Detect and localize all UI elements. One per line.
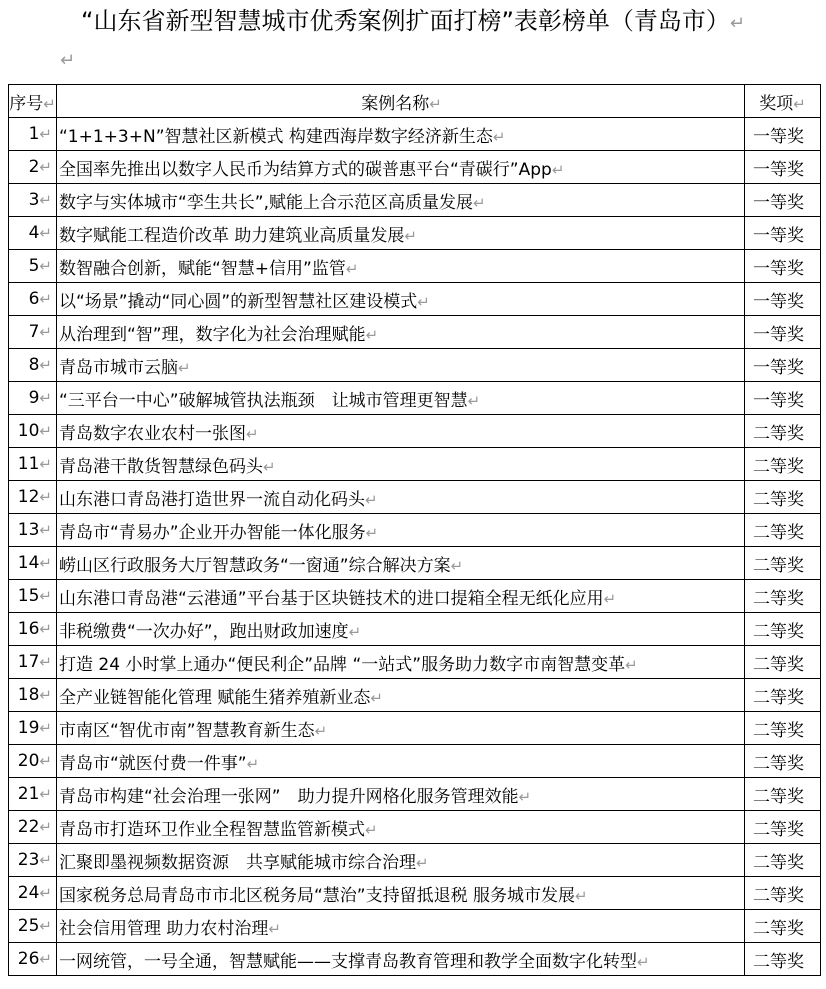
cell-mark-icon: ↵: [793, 94, 806, 113]
cell-mark-icon: ↵: [39, 719, 52, 737]
cell-name-text: 数字与实体城市“孪生共长”,赋能上合示范区高质量发展: [59, 192, 474, 213]
cell-no: [9, 811, 57, 844]
cell-award: [745, 481, 821, 514]
cell-name-text: 社会信用管理 助力农村治理: [59, 918, 269, 939]
cell-mark-icon: ↵: [370, 688, 383, 707]
cell-mark-icon: ↵: [625, 655, 638, 674]
cell-no: [9, 184, 57, 217]
cell-name: [57, 448, 745, 481]
cell-no: [9, 646, 57, 679]
cell-mark-icon: ↵: [365, 325, 379, 344]
table-row: [9, 943, 821, 976]
cell-award-text: 二等奖: [753, 918, 804, 939]
cell-name: [57, 547, 745, 580]
cell-award-text: 二等奖: [753, 885, 804, 906]
cell-no-text: 12: [17, 487, 40, 507]
cell-mark-icon: ↵: [348, 622, 362, 641]
cell-no-text: 10: [17, 421, 40, 441]
cell-award: [745, 151, 821, 184]
table-row: [9, 646, 821, 679]
cell-mark-icon: ↵: [39, 455, 52, 473]
cell-no-text: 23: [17, 850, 40, 870]
cell-mark-icon: ↵: [551, 160, 565, 179]
cell-award: [745, 118, 821, 151]
cell-no-text: 21: [17, 784, 40, 804]
cell-award: [745, 910, 821, 943]
cell-name-text: 青岛数字农业农村一张图: [59, 423, 246, 444]
cell-name-text: 全产业链智能化管理 赋能生猪养殖新业态: [59, 687, 371, 708]
cell-award-text: 二等奖: [753, 423, 804, 444]
cell-award-text: 一等奖: [753, 291, 804, 312]
cell-name: [57, 415, 745, 448]
cell-mark-icon: ↵: [39, 686, 52, 704]
cell-name: [57, 184, 745, 217]
cell-mark-icon: ↵: [39, 884, 52, 902]
cell-no-text: 8: [28, 355, 40, 375]
cell-award: [745, 547, 821, 580]
cell-mark-icon: ↵: [43, 94, 56, 113]
cell-mark-icon: ↵: [603, 589, 617, 608]
cell-name-text: 青岛港干散货智慧绿色码头: [59, 456, 263, 477]
cell-award: [745, 877, 821, 910]
cell-no-text: 13: [17, 520, 40, 540]
cell-name-text: 全国率先推出以数字人民币为结算方式的碳普惠平台“青碳行”App: [59, 159, 552, 180]
cell-name-text: 以“场景”撬动“同心圆”的新型智慧社区建设模式: [59, 291, 418, 312]
cell-mark-icon: ↵: [39, 488, 52, 506]
header-no-label: 序号: [9, 93, 44, 114]
cell-no-text: 6: [28, 289, 40, 309]
cell-mark-icon: ↵: [39, 785, 52, 803]
cell-award-text: 一等奖: [753, 258, 804, 279]
cell-mark-icon: ↵: [39, 950, 52, 968]
cell-name: [57, 844, 745, 877]
cell-award-text: 一等奖: [753, 324, 804, 345]
cell-no-text: 17: [17, 652, 40, 672]
cell-mark-icon: ↵: [39, 422, 52, 440]
cell-award-text: 二等奖: [753, 456, 804, 477]
table-row: [9, 580, 821, 613]
cell-award: [745, 349, 821, 382]
cell-mark-icon: ↵: [39, 191, 52, 209]
table-row: [9, 349, 821, 382]
cell-no-text: 9: [28, 388, 40, 408]
cell-mark-icon: ↵: [39, 389, 52, 407]
table-row: [9, 679, 821, 712]
cell-name: [57, 712, 745, 745]
cell-mark-icon: ↵: [365, 490, 378, 509]
cell-mark-icon: ↵: [39, 851, 52, 869]
cell-award: [745, 184, 821, 217]
cell-mark-icon: ↵: [492, 127, 506, 146]
cell-award-text: 二等奖: [753, 588, 804, 609]
paragraph-mark-icon: ↵: [729, 13, 745, 34]
cell-no: [9, 514, 57, 547]
cell-award: [745, 613, 821, 646]
cell-mark-icon: ↵: [39, 620, 52, 638]
cell-mark-icon: ↵: [365, 820, 378, 839]
cell-no: [9, 712, 57, 745]
cell-no: [9, 415, 57, 448]
cell-name-text: “三平台一中心”破解城管执法瓶颈 让城市管理更智慧: [59, 390, 468, 411]
cell-award-text: 二等奖: [753, 819, 804, 840]
table-row: [9, 448, 821, 481]
awards-table: [8, 84, 821, 976]
cell-no-text: 18: [17, 685, 40, 705]
table-row: [9, 547, 821, 580]
cell-no: [9, 283, 57, 316]
cell-no: [9, 943, 57, 976]
table-row: [9, 118, 821, 151]
cell-no: [9, 547, 57, 580]
cell-no-text: 20: [17, 751, 40, 771]
empty-paragraph: [60, 50, 75, 71]
cell-no: [9, 217, 57, 250]
cell-award: [745, 844, 821, 877]
cell-award-text: 二等奖: [753, 555, 804, 576]
cell-name-text: 青岛市构建“社会治理一张网” 助力提升网格化服务管理效能: [59, 786, 519, 807]
cell-award: [745, 283, 821, 316]
cell-mark-icon: ↵: [39, 653, 52, 671]
cell-name-text: 青岛市“就医付费一件事”: [59, 753, 247, 774]
cell-mark-icon: ↵: [39, 257, 52, 275]
cell-no: [9, 745, 57, 778]
cell-award-text: 一等奖: [753, 126, 804, 147]
cell-name: [57, 811, 745, 844]
cell-name-text: 国家税务总局青岛市市北区税务局“慧治”支持留抵退税 服务城市发展: [59, 885, 576, 906]
cell-mark-icon: ↵: [39, 290, 52, 308]
cell-mark-icon: ↵: [39, 554, 52, 572]
cell-name: [57, 910, 745, 943]
cell-no-text: 2: [28, 157, 40, 177]
paragraph-mark-icon: ↵: [60, 50, 76, 71]
cell-mark-icon: ↵: [39, 158, 52, 176]
cell-award-text: 二等奖: [753, 753, 804, 774]
cell-no-text: 7: [28, 322, 40, 342]
cell-award-text: 二等奖: [753, 522, 804, 543]
header-name-label: 案例名称: [361, 93, 430, 114]
cell-mark-icon: ↵: [314, 721, 328, 740]
cell-mark-icon: ↵: [263, 457, 276, 476]
cell-mark-icon: ↵: [404, 226, 417, 245]
cell-award-text: 二等奖: [753, 786, 804, 807]
cell-award-text: 二等奖: [753, 687, 804, 708]
cell-name: [57, 283, 745, 316]
cell-name-text: 青岛市打造环卫作业全程智慧监管新模式: [59, 819, 365, 840]
cell-name: [57, 646, 745, 679]
cell-no-text: 25: [17, 916, 40, 936]
table-row: [9, 415, 821, 448]
cell-award-text: 一等奖: [753, 225, 804, 246]
cell-name-text: 一网统管，一号全通，智慧赋能——支撑青岛教育管理和教学全面数字化转型: [59, 951, 637, 972]
table-row: [9, 250, 821, 283]
table-body: [9, 118, 821, 976]
cell-award: [745, 514, 821, 547]
cell-award: [745, 217, 821, 250]
cell-name-text: 山东港口青岛港“云港通”平台基于区块链技术的进口提箱全程无纸化应用: [59, 588, 604, 609]
cell-name: [57, 217, 745, 250]
table-row: [9, 151, 821, 184]
cell-award-text: 一等奖: [753, 390, 804, 411]
header-award: [745, 85, 821, 118]
cell-no-text: 1: [28, 124, 40, 144]
cell-no-text: 22: [17, 817, 40, 837]
table-row: [9, 481, 821, 514]
cell-mark-icon: ↵: [39, 125, 52, 143]
cell-mark-icon: ↵: [39, 752, 52, 770]
cell-award: [745, 646, 821, 679]
cell-mark-icon: ↵: [467, 391, 481, 410]
cell-award-text: 二等奖: [753, 852, 804, 873]
cell-name: [57, 778, 745, 811]
cell-name: [57, 613, 745, 646]
cell-mark-icon: ↵: [39, 917, 52, 935]
cell-award-text: 二等奖: [753, 951, 804, 972]
cell-name: [57, 349, 745, 382]
cell-mark-icon: ↵: [417, 292, 430, 311]
cell-mark-icon: ↵: [246, 754, 260, 773]
table-row: [9, 316, 821, 349]
cell-award-text: 二等奖: [753, 720, 804, 741]
cell-award-text: 二等奖: [753, 654, 804, 675]
cell-no: [9, 580, 57, 613]
cell-name: [57, 514, 745, 547]
table-row: [9, 778, 821, 811]
cell-no: [9, 250, 57, 283]
cell-name-text: 非税缴费“一次办好”，跑出财政加速度: [59, 621, 349, 642]
cell-award: [745, 580, 821, 613]
table-row: [9, 844, 821, 877]
cell-award: [745, 316, 821, 349]
cell-award: [745, 745, 821, 778]
cell-no-text: 24: [17, 883, 40, 903]
table-row: [9, 613, 821, 646]
table-row: [9, 184, 821, 217]
cell-name-text: 市南区“智优市南”智慧教育新生态: [59, 720, 315, 741]
cell-no-text: 19: [17, 718, 40, 738]
cell-award-text: 二等奖: [753, 489, 804, 510]
document-title: [0, 4, 826, 41]
cell-award: [745, 448, 821, 481]
table-row: [9, 712, 821, 745]
header-no: [9, 85, 57, 118]
cell-mark-icon: ↵: [39, 818, 52, 836]
header-award-label: 奖项: [759, 93, 794, 114]
table-row: [9, 811, 821, 844]
cell-no: [9, 778, 57, 811]
cell-award: [745, 250, 821, 283]
cell-no-text: 11: [17, 454, 40, 474]
cell-no: [9, 382, 57, 415]
cell-name-text: 青岛市城市云脑: [59, 357, 178, 378]
cell-name: [57, 250, 745, 283]
cell-award: [745, 415, 821, 448]
cell-no: [9, 118, 57, 151]
cell-mark-icon: ↵: [365, 523, 379, 542]
cell-mark-icon: ↵: [518, 787, 532, 806]
document-title-text: “山东省新型智慧城市优秀案例扩面打榜”表彰榜单（青岛市）: [81, 7, 730, 35]
cell-mark-icon: ↵: [39, 323, 52, 341]
cell-award: [745, 712, 821, 745]
cell-name-text: “1+1+3+N”智慧社区新模式 构建西海岸数字经济新生态: [59, 126, 493, 147]
cell-no-text: 5: [28, 256, 40, 276]
cell-no-text: 14: [17, 553, 40, 573]
cell-no: [9, 877, 57, 910]
cell-no: [9, 910, 57, 943]
cell-name-text: 打造 24 小时掌上通办“便民利企”品牌 “一站式”服务助力数字市南智慧变革: [59, 654, 626, 675]
cell-award-text: 一等奖: [753, 159, 804, 180]
table-row: [9, 514, 821, 547]
table-row: [9, 382, 821, 415]
cell-award: [745, 778, 821, 811]
cell-name: [57, 118, 745, 151]
cell-name-text: 数智融合创新，赋能“智慧+信用”监管: [59, 258, 346, 279]
cell-no: [9, 316, 57, 349]
cell-name-text: 青岛市“青易办”企业开办智能一体化服务: [59, 522, 366, 543]
cell-name-text: 汇聚即墨视频数据资源 共享赋能城市综合治理: [59, 852, 416, 873]
cell-no: [9, 679, 57, 712]
cell-award-text: 一等奖: [753, 357, 804, 378]
cell-award: [745, 943, 821, 976]
cell-name-text: 从治理到“智”理，数字化为社会治理赋能: [59, 324, 366, 345]
cell-award: [745, 679, 821, 712]
cell-no-text: 4: [28, 223, 40, 243]
cell-name-text: 数字赋能工程造价改革 助力建筑业高质量发展: [59, 225, 405, 246]
cell-no-text: 16: [17, 619, 40, 639]
cell-award: [745, 811, 821, 844]
cell-name: [57, 316, 745, 349]
cell-mark-icon: ↵: [575, 886, 588, 905]
cell-name-text: 山东港口青岛港打造世界一流自动化码头: [59, 489, 365, 510]
cell-name: [57, 481, 745, 514]
cell-mark-icon: ↵: [246, 424, 259, 443]
cell-no: [9, 448, 57, 481]
cell-award-text: 一等奖: [753, 192, 804, 213]
cell-no: [9, 613, 57, 646]
cell-mark-icon: ↵: [39, 356, 52, 374]
cell-name: [57, 679, 745, 712]
table-row: [9, 283, 821, 316]
cell-mark-icon: ↵: [429, 94, 442, 113]
cell-no: [9, 349, 57, 382]
cell-no: [9, 481, 57, 514]
table-row: [9, 745, 821, 778]
cell-mark-icon: ↵: [39, 521, 52, 539]
cell-mark-icon: ↵: [39, 587, 52, 605]
cell-name-text: 崂山区行政服务大厅智慧政务“一窗通”综合解决方案: [59, 555, 451, 576]
cell-name: [57, 151, 745, 184]
cell-mark-icon: ↵: [39, 224, 52, 242]
cell-award: [745, 382, 821, 415]
cell-mark-icon: ↵: [345, 259, 359, 278]
cell-mark-icon: ↵: [637, 952, 650, 971]
cell-mark-icon: ↵: [473, 193, 486, 212]
cell-mark-icon: ↵: [268, 919, 281, 938]
table-row: [9, 877, 821, 910]
cell-name: [57, 943, 745, 976]
cell-name: [57, 877, 745, 910]
table-row: [9, 217, 821, 250]
cell-award-text: 二等奖: [753, 621, 804, 642]
table-row: [9, 910, 821, 943]
cell-no: [9, 844, 57, 877]
cell-mark-icon: ↵: [416, 853, 429, 872]
cell-no-text: 26: [17, 949, 40, 969]
table-header-row: [9, 85, 821, 118]
header-name: [57, 85, 745, 118]
cell-name: [57, 745, 745, 778]
cell-no-text: 3: [28, 190, 40, 210]
cell-no: [9, 151, 57, 184]
cell-name: [57, 382, 745, 415]
cell-name: [57, 580, 745, 613]
cell-mark-icon: ↵: [178, 358, 191, 377]
cell-no-text: 15: [17, 586, 40, 606]
cell-mark-icon: ↵: [450, 556, 464, 575]
